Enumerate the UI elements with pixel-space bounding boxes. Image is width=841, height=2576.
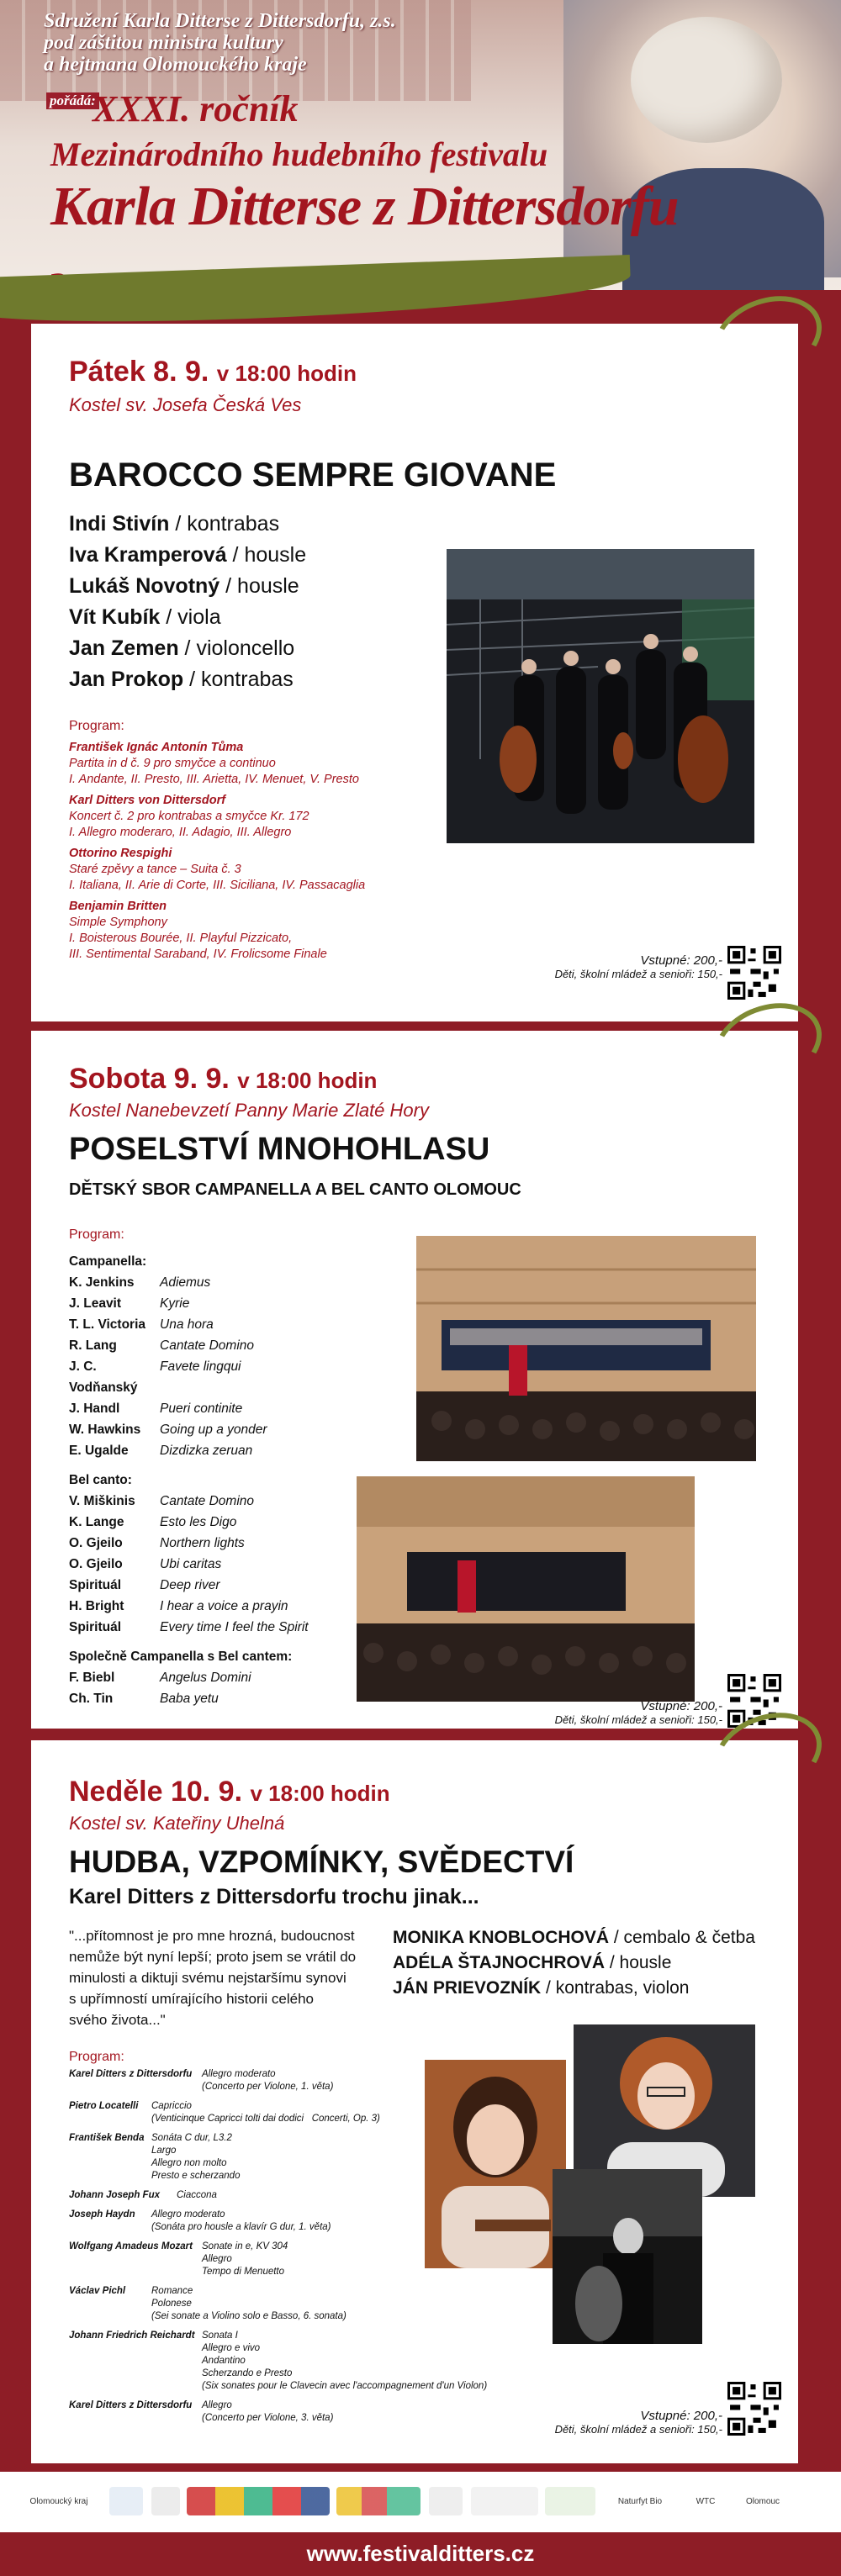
website-link[interactable]: www.festivalditters.cz <box>306 2541 535 2566</box>
program-row: F. Biebl Angelus Domini <box>69 1671 251 1685</box>
concert-1-venue: Kostel sv. Josefa Česká Ves <box>69 394 302 415</box>
concert-3-subtitle: Karel Ditters z Dittersdorfu trochu jinak... <box>69 1885 479 1908</box>
concert-3-date: Neděle 10. 9. <box>69 1776 243 1808</box>
concert-3-program <box>69 2068 488 2425</box>
program-entry: Johann Friedrich Reichardt Sonata I Allegro e vivo Andantino Scherzando e Presto (Six sonates pour le Clavecin avec l'accompagnement d'un Violon) <box>69 2331 488 2391</box>
concert-1-title: BAROCCO SEMPRE GIOVANE <box>69 457 557 494</box>
program-group-title: Bel canto: <box>69 1473 132 1487</box>
program-entry: František Benda Sonáta C dur, L3.2 Largo Allegro non molto Presto e scherzando <box>69 2133 241 2181</box>
program-row: J. Handl Pueri continite <box>69 1401 243 1416</box>
concert-card-3 <box>31 1740 798 2463</box>
festival-title-line-2: Karla Ditterse z Dittersdorfu <box>50 176 679 237</box>
admission-reduced: Děti, školní mládež a senioři: 150,- <box>554 968 722 980</box>
choir-photo-1 <box>416 1236 756 1461</box>
concert-3-day <box>69 1776 390 1808</box>
sponsor-logo[interactable] <box>545 2487 595 2515</box>
concert-1-day <box>69 356 357 388</box>
performer: MONIKA KNOBLOCHOVÁ / cembalo & četba <box>393 1928 755 1947</box>
program-composer: František Ignác Antonín Tůma <box>69 741 244 754</box>
quote-line: minulosti a diktuji svému nejstaršímu synovi <box>69 1970 346 1986</box>
program-row: K. Jenkins Adiemus <box>69 1275 211 1290</box>
coat-of-arms-row <box>336 2487 420 2515</box>
qr-code[interactable] <box>727 946 781 1000</box>
performer: JÁN PRIEVOZNÍK / kontrabas, violon <box>393 1978 690 1998</box>
program-group-title: Campanella: <box>69 1254 147 1269</box>
performer: Iva Kramperová / housle <box>69 543 307 567</box>
admission-price: Vstupné: 200,- <box>640 2409 722 2423</box>
sponsor-logo[interactable] <box>429 2487 463 2515</box>
program-line: Koncert č. 2 pro kontrabas a smyčce Kr. 172 <box>69 810 309 823</box>
program-row: Spirituál Every time I feel the Spirit <box>69 1620 309 1634</box>
concert-1-program <box>69 740 439 963</box>
choir-photo-2 <box>357 1476 695 1702</box>
concert-3-performers <box>393 1925 755 2001</box>
program-entry: Václav Pichl Romance Polonese (Sei sonate a Violino solo e Basso, 6. sonata) <box>69 2286 346 2321</box>
ensemble-photo <box>447 549 754 843</box>
program-line: III. Sentimental Saraband, IV. Frolicsome Finale <box>69 948 327 961</box>
program-row: V. Miškinis Cantate Domino <box>69 1494 255 1508</box>
program-entry: Joseph Haydn Allegro moderato (Sonáta pro housle a klavír G dur, 1. věta) <box>69 2209 331 2232</box>
program-group-title: Společně Campanella s Bel cantem: <box>69 1650 293 1664</box>
concert-2-day <box>69 1063 377 1095</box>
concert-1-program-label: Program: <box>69 719 124 733</box>
program-composer: Karl Ditters von Dittersdorf <box>69 794 226 807</box>
program-entry: Pietro Locatelli Capriccio (Venticinque Capricci tolti dai dodici Concerti, Op. 3) <box>69 2101 380 2124</box>
festival-title-line-1: Mezinárodního hudebního festivalu <box>50 135 548 173</box>
concert-card-2 <box>31 1031 798 1729</box>
organizer-text <box>44 10 396 76</box>
organizer-line-2: pod záštitou ministra kultury <box>44 32 283 54</box>
program-row: E. Ugalde Dizdizka zeruan <box>69 1444 253 1458</box>
performer: Indi Stivín / kontrabas <box>69 512 280 536</box>
organizer-line-3: a hejtmana Olomouckého kraje <box>44 54 307 76</box>
quote-line: "...přítomnost je pro mne hrozná, budoucnost <box>69 1928 355 1944</box>
coat-of-arms-row <box>187 2487 330 2515</box>
program-entry: Karel Ditters z Dittersdorfu Allegro moderato (Concerto per Violone, 1. věta) <box>69 2069 334 2092</box>
program-row: O. Gjeilo Northern lights <box>69 1536 245 1550</box>
sponsor-logo[interactable]: Naturfyt Bio <box>617 2496 663 2506</box>
program-line: I. Boisterous Bourée, II. Playful Pizzicato, <box>69 932 293 945</box>
program-row: T. L. Victoria Una hora <box>69 1317 214 1332</box>
program-row: H. Bright I hear a voice a prayin <box>69 1599 288 1613</box>
admission-price: Vstupné: 200,- <box>640 953 722 968</box>
program-line: Staré zpěvy a tance – Suita č. 3 <box>69 863 241 876</box>
green-wave-decoration <box>0 290 841 328</box>
concert-2-time: v 18:00 hodin <box>237 1068 378 1093</box>
performer: Lukáš Novotný / housle <box>69 574 299 598</box>
concert-3-quote <box>69 1925 356 2030</box>
concert-card-1 <box>31 324 798 1021</box>
program-line: I. Andante, II. Presto, III. Arietta, IV. Menuet, V. Presto <box>69 773 359 786</box>
concert-1-admission <box>555 954 722 981</box>
program-row: O. Gjeilo Ubi caritas <box>69 1557 222 1571</box>
concert-2-title: POSELSTVÍ MNOHOHLASU <box>69 1132 490 1167</box>
program-row: Spirituál Deep river <box>69 1578 220 1592</box>
porada-label: pořádá: <box>46 92 99 109</box>
concert-1-date: Pátek 8. 9. <box>69 356 209 388</box>
sponsor-logo[interactable]: WTC <box>696 2496 716 2506</box>
portrait-prievoznik <box>553 2169 702 2344</box>
concert-1-performers <box>69 509 306 695</box>
program-row: K. Lange Esto les Digo <box>69 1515 237 1529</box>
program-row: J. C. Vodňanský Favete lingqui <box>69 1359 241 1395</box>
performer: Jan Prokop / kontrabas <box>69 668 294 691</box>
concert-2-program <box>69 1251 309 1709</box>
program-line: Simple Symphony <box>69 916 167 929</box>
organizer-line-1: Sdružení Karla Ditterse z Dittersdorfu, z.s. <box>44 10 396 32</box>
concert-2-admission <box>555 1700 722 1727</box>
portrait-knoblochova <box>425 2060 566 2268</box>
program-composer: Ottorino Respighi <box>69 847 172 860</box>
concert-2-program-label: Program: <box>69 1227 124 1242</box>
program-entry: Wolfgang Amadeus Mozart Sonate in e, KV 304 Allegro Tempo di Menuetto <box>69 2241 288 2277</box>
concert-3-time: v 18:00 hodin <box>250 1781 390 1806</box>
program-line: Partita in d č. 9 pro smyčce a continuo <box>69 757 276 770</box>
quote-line: nemůže být nyní lepší; proto jsem se vrátil do <box>69 1949 357 1965</box>
sponsor-logo[interactable] <box>151 2487 180 2515</box>
program-row: R. Lang Cantate Domino <box>69 1338 255 1353</box>
concert-2-venue: Kostel Nanebevzetí Panny Marie Zlaté Hory <box>69 1100 429 1121</box>
sponsor-logo[interactable] <box>471 2487 538 2515</box>
sponsor-logo[interactable]: Olomouc <box>745 2496 780 2506</box>
program-line: I. Allegro moderaro, II. Adagio, III. Allegro <box>69 826 292 839</box>
concert-1-time: v 18:00 hodin <box>216 361 357 386</box>
edition-number: XXXI. ročník <box>93 88 299 129</box>
concert-3-title: HUDBA, VZPOMÍNKY, SVĚDECTVÍ <box>69 1845 574 1879</box>
concert-2-subtitle: DĚTSKÝ SBOR CAMPANELLA A BEL CANTO OLOMOUC <box>69 1180 521 1199</box>
concert-2-date: Sobota 9. 9. <box>69 1063 230 1095</box>
performer: Jan Zemen / violoncello <box>69 636 295 660</box>
quote-line: svého života..." <box>69 2012 166 2028</box>
program-row: Ch. Tin Baba yetu <box>69 1692 219 1706</box>
program-row: J. Leavit Kyrie <box>69 1296 190 1311</box>
program-composer: Benjamin Britten <box>69 900 167 913</box>
sponsor-logo[interactable]: Olomoucký kraj <box>29 2496 88 2506</box>
performer: ADÉLA ŠTAJNOCHROVÁ / housle <box>393 1953 672 1972</box>
program-row: W. Hawkins Going up a yonder <box>69 1423 267 1437</box>
admission-reduced: Děti, školní mládež a senioři: 150,- <box>554 1713 722 1726</box>
sponsor-logo[interactable] <box>109 2487 143 2515</box>
admission-reduced: Děti, školní mládež a senioři: 150,- <box>554 2423 722 2436</box>
portrait-wig <box>631 17 782 143</box>
program-line: I. Italiana, II. Arie di Corte, III. Siciliana, IV. Passacaglia <box>69 879 366 892</box>
performer: Vít Kubík / viola <box>69 605 221 629</box>
concert-3-venue: Kostel sv. Kateřiny Uhelná <box>69 1813 285 1834</box>
quote-line: s upřímností umírajícího historii celého <box>69 1991 315 2007</box>
program-entry: Karel Ditters z Dittersdorfu Allegro (Concerto per Violone, 3. věta) <box>69 2400 334 2423</box>
sponsor-logos <box>0 2472 841 2532</box>
concert-3-program-label: Program: <box>69 2050 124 2064</box>
concert-3-admission <box>555 2410 722 2436</box>
qr-code[interactable] <box>727 2382 781 2436</box>
admission-price: Vstupné: 200,- <box>640 1699 722 1713</box>
program-entry: Johann Joseph Fux Ciaccona <box>69 2190 217 2200</box>
